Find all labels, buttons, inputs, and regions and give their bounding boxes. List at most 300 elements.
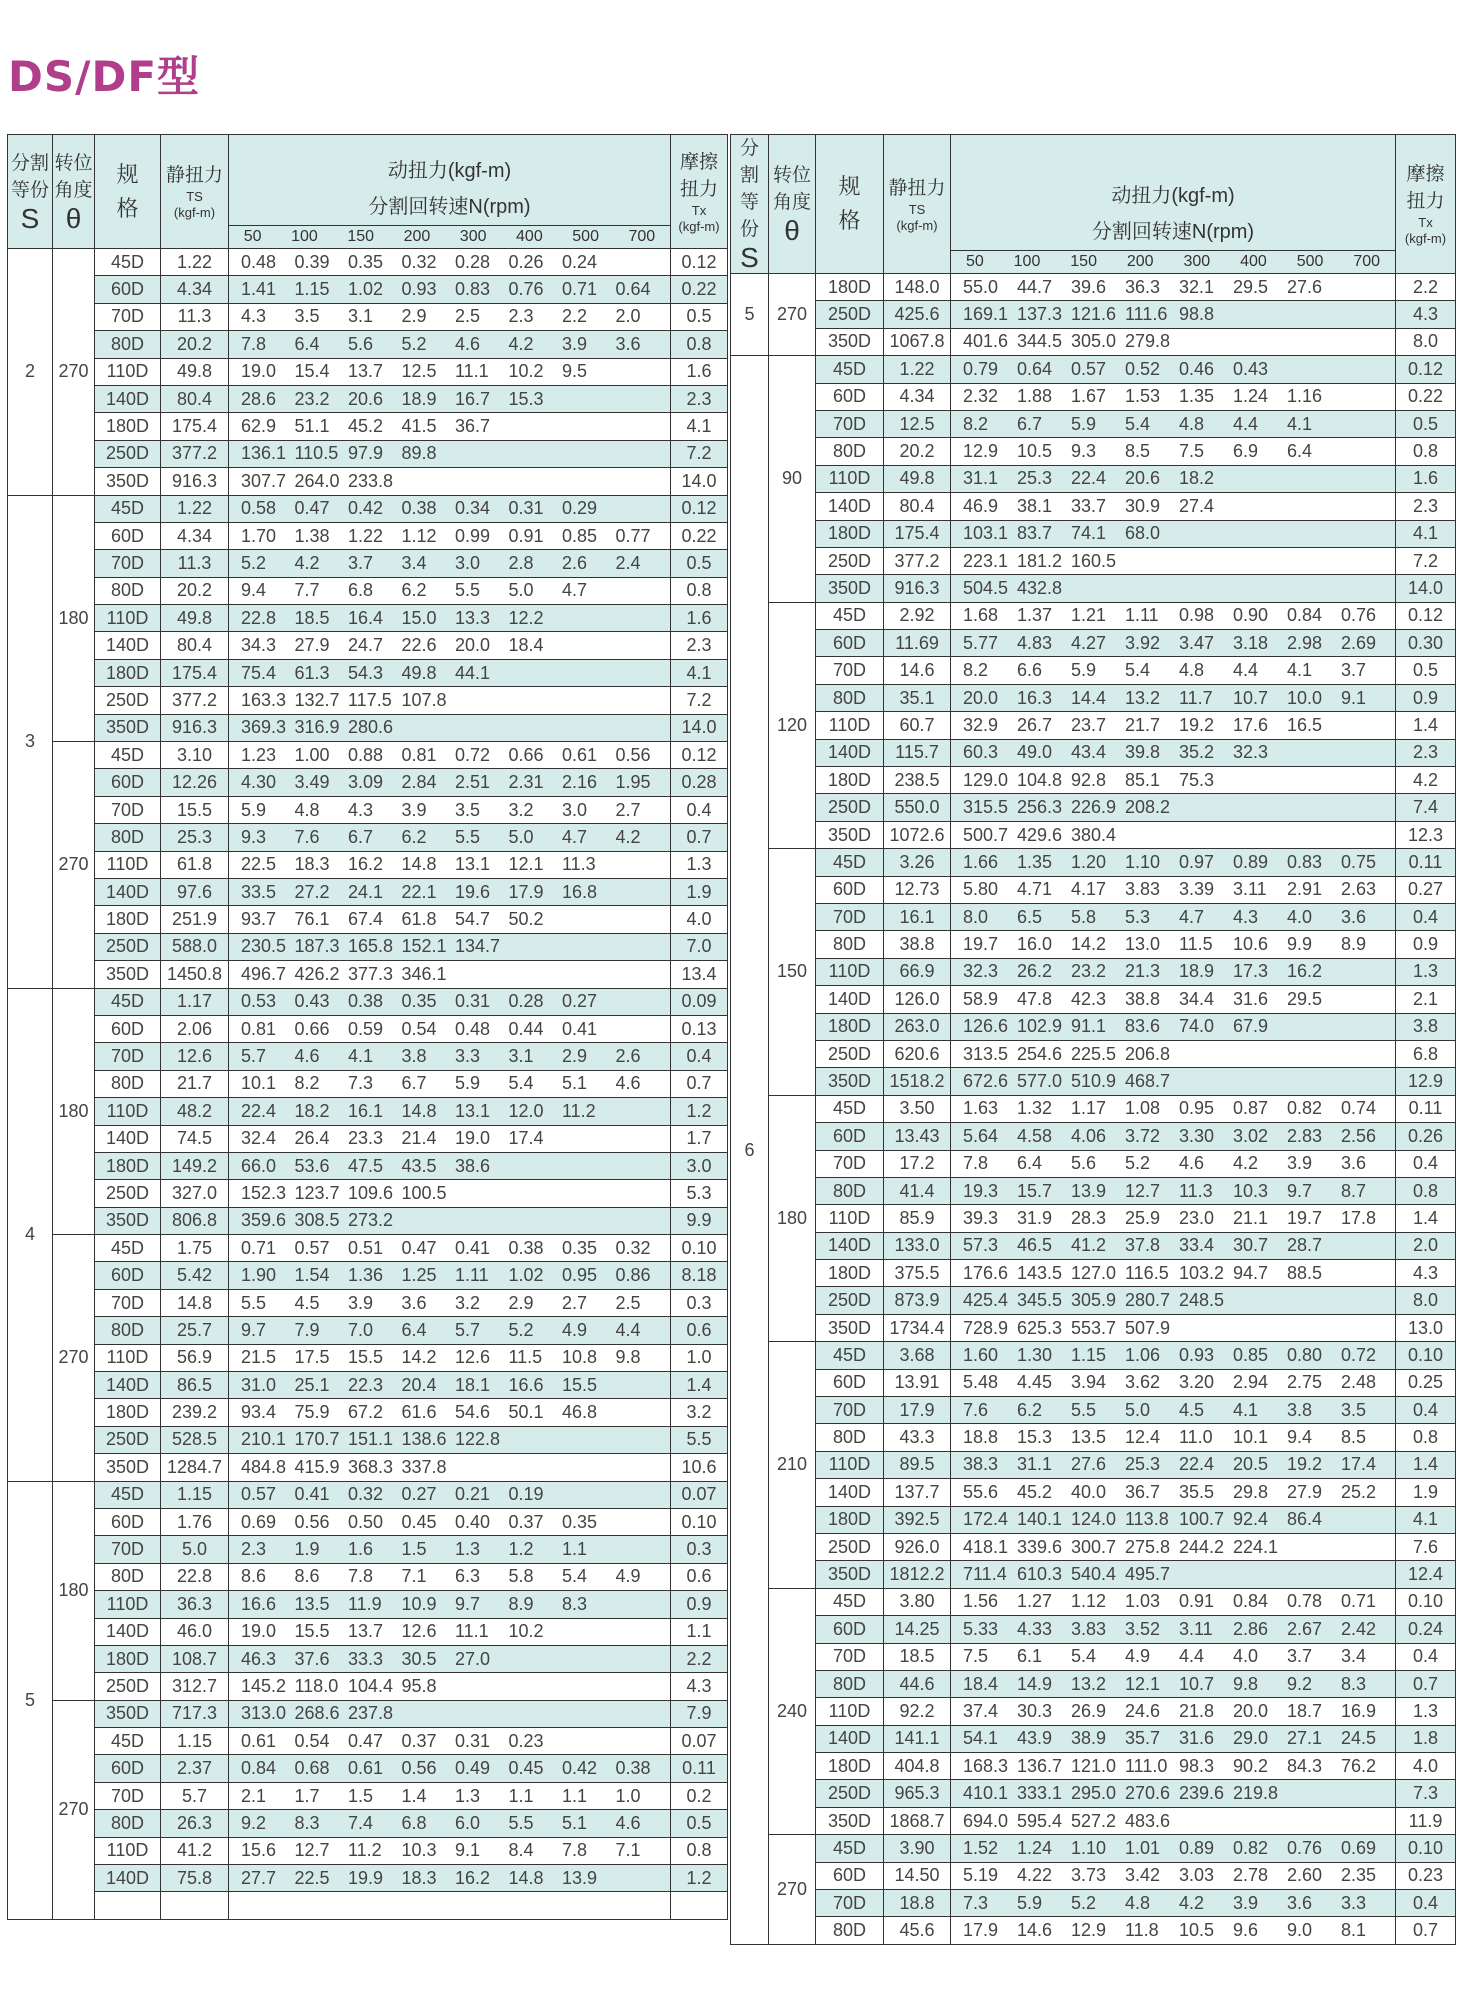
header-speed-150: 150 bbox=[1070, 253, 1097, 270]
static-torque-cell: 20.2 bbox=[161, 577, 229, 604]
dynamic-torque-value: 11.3 bbox=[562, 854, 596, 875]
dynamic-torque-value: 1.36 bbox=[348, 1265, 384, 1286]
model-cell: 45D bbox=[816, 849, 884, 876]
header-tx-symbol: Tx bbox=[1418, 215, 1433, 230]
dynamic-torque-value: 111.6 bbox=[1125, 304, 1168, 325]
static-torque-cell: 1.22 bbox=[161, 495, 229, 522]
model-cell: 140D bbox=[816, 986, 884, 1013]
dynamic-torque-value: 23.2 bbox=[294, 388, 330, 409]
dynamic-torque-value: 1.24 bbox=[1017, 1837, 1053, 1858]
model-cell: 180D bbox=[816, 1260, 884, 1287]
dynamic-torque-value: 3.9 bbox=[348, 1292, 374, 1313]
dynamic-torque-value: 4.30 bbox=[241, 772, 277, 793]
model-cell: 180D bbox=[95, 1645, 161, 1672]
dynamic-torque-value: 10.5 bbox=[1179, 1920, 1215, 1941]
dynamic-torque-value: 2.5 bbox=[455, 306, 481, 327]
dynamic-torque-value: 100.7 bbox=[1179, 1509, 1225, 1530]
table-row bbox=[731, 1095, 1456, 1122]
dynamic-torque-value: 68.0 bbox=[1125, 523, 1161, 544]
static-torque-cell: 327.0 bbox=[161, 1180, 229, 1207]
dynamic-torque-value: 0.72 bbox=[455, 744, 491, 765]
dynamic-torque-value: 4.2 bbox=[508, 333, 534, 354]
dynamic-torque-value: 5.6 bbox=[1071, 1153, 1097, 1174]
dynamic-torque-value: 4.6 bbox=[1179, 1153, 1205, 1174]
friction-torque-cell: 0.10 bbox=[1396, 1342, 1456, 1369]
dynamic-torque-value: 4.22 bbox=[1017, 1865, 1053, 1886]
dynamic-torque-value: 230.5 bbox=[241, 936, 287, 957]
dynamic-torque-cells bbox=[951, 1917, 1396, 1944]
friction-torque-cell: 7.0 bbox=[671, 933, 728, 960]
table-row bbox=[731, 356, 1456, 383]
dynamic-torque-value: 1.27 bbox=[1017, 1591, 1053, 1612]
dynamic-torque-value: 2.2 bbox=[562, 306, 588, 327]
dynamic-torque-value: 5.1 bbox=[562, 1812, 588, 1833]
static-torque-cell: 14.6 bbox=[884, 657, 951, 684]
model-cell: 180D bbox=[95, 413, 161, 440]
dynamic-torque-value: 0.89 bbox=[1233, 851, 1269, 872]
dynamic-torque-value: 224.1 bbox=[1233, 1536, 1279, 1557]
table-row bbox=[731, 1451, 1456, 1478]
friction-torque-cell: 0.5 bbox=[1396, 410, 1456, 437]
dynamic-torque-value: 9.3 bbox=[241, 826, 267, 847]
dynamic-torque-value: 248.5 bbox=[1179, 1290, 1225, 1311]
dynamic-torque-value: 38.6 bbox=[455, 1155, 491, 1176]
table-row bbox=[8, 961, 728, 988]
index-angle-cell: 270 bbox=[769, 1835, 816, 1945]
table-row bbox=[731, 410, 1456, 437]
static-torque-cell: 14.25 bbox=[884, 1616, 951, 1643]
dynamic-torque-value: 0.45 bbox=[508, 1758, 544, 1779]
static-torque-cell: 56.9 bbox=[161, 1344, 229, 1371]
dynamic-torque-value: 268.6 bbox=[294, 1703, 340, 1724]
dynamic-torque-value: 0.35 bbox=[562, 1511, 598, 1532]
dynamic-torque-cells bbox=[229, 276, 671, 303]
model-cell: 250D bbox=[95, 933, 161, 960]
dynamic-torque-value: 19.6 bbox=[455, 881, 491, 902]
table-row bbox=[8, 1865, 728, 1892]
dynamic-torque-value: 0.38 bbox=[401, 498, 437, 519]
model-cell: 45D bbox=[816, 1588, 884, 1615]
dynamic-torque-cells bbox=[229, 769, 671, 796]
header-spec-line2: 格 bbox=[838, 208, 861, 233]
dynamic-torque-value: 0.83 bbox=[455, 279, 491, 300]
dynamic-torque-value: 20.0 bbox=[1233, 1701, 1269, 1721]
dynamic-torque-value: 0.29 bbox=[562, 498, 598, 519]
dynamic-torque-cells bbox=[951, 849, 1396, 876]
dynamic-torque-cells bbox=[229, 1755, 671, 1782]
table-row bbox=[731, 1643, 1456, 1670]
dynamic-torque-value: 26.9 bbox=[1071, 1701, 1107, 1721]
dynamic-torque-value: 0.52 bbox=[1125, 358, 1161, 379]
dynamic-torque-value: 625.3 bbox=[1017, 1317, 1063, 1338]
header-theta-line2: 角度 bbox=[54, 179, 93, 201]
dynamic-torque-value: 38.8 bbox=[1125, 988, 1161, 1009]
dynamic-torque-value: 280.6 bbox=[348, 717, 394, 738]
friction-torque-cell: 4.1 bbox=[1396, 520, 1456, 547]
dynamic-torque-value: 136.1 bbox=[241, 443, 287, 464]
dynamic-torque-value: 31.6 bbox=[1233, 988, 1269, 1009]
model-cell: 180D bbox=[816, 1753, 884, 1780]
dynamic-torque-cells bbox=[951, 1150, 1396, 1177]
static-torque-cell: 12.73 bbox=[884, 876, 951, 903]
friction-torque-cell: 12.4 bbox=[1396, 1561, 1456, 1588]
dynamic-torque-value: 5.5 bbox=[1071, 1399, 1097, 1420]
dynamic-torque-value: 0.59 bbox=[348, 1018, 384, 1039]
dynamic-torque-value: 74.1 bbox=[1071, 523, 1107, 544]
dynamic-torque-value: 6.0 bbox=[455, 1812, 481, 1833]
header-tx-symbol: Tx bbox=[691, 202, 707, 218]
table-row bbox=[731, 767, 1456, 794]
dynamic-torque-value: 4.27 bbox=[1071, 632, 1107, 653]
table-row bbox=[8, 276, 728, 303]
dynamic-torque-value: 2.60 bbox=[1287, 1865, 1323, 1886]
dynamic-torque-value: 344.5 bbox=[1017, 331, 1063, 352]
dynamic-torque-value: 4.9 bbox=[1125, 1646, 1151, 1667]
dynamic-torque-value: 226.9 bbox=[1071, 797, 1117, 818]
header-tx bbox=[1396, 135, 1456, 274]
model-cell: 140D bbox=[816, 1479, 884, 1506]
friction-torque-cell: 0.3 bbox=[671, 1289, 728, 1316]
dynamic-torque-value: 1.67 bbox=[1071, 386, 1107, 407]
dynamic-torque-value: 6.2 bbox=[401, 826, 427, 847]
dynamic-torque-value: 104.4 bbox=[348, 1676, 394, 1696]
table-row bbox=[8, 413, 728, 440]
table-row bbox=[8, 577, 728, 604]
dynamic-torque-value: 168.3 bbox=[963, 1755, 1009, 1776]
dynamic-torque-value: 6.4 bbox=[1287, 441, 1313, 462]
dynamic-torque-value: 98.8 bbox=[1179, 304, 1215, 325]
dynamic-torque-value: 1.0 bbox=[615, 1785, 641, 1806]
friction-torque-cell bbox=[671, 1892, 728, 1919]
dynamic-torque-cells bbox=[229, 1015, 671, 1042]
index-angle-cell: 270 bbox=[53, 742, 95, 989]
dynamic-torque-value: 0.27 bbox=[562, 991, 598, 1012]
dynamic-torque-value: 0.42 bbox=[562, 1758, 598, 1779]
dynamic-torque-cells bbox=[951, 630, 1396, 657]
header-speed-100: 100 bbox=[1013, 253, 1041, 270]
dynamic-torque-value: 0.66 bbox=[294, 1018, 330, 1039]
dynamic-torque-cells bbox=[229, 495, 671, 522]
dynamic-torque-value: 339.6 bbox=[1017, 1536, 1063, 1557]
dynamic-torque-value: 6.1 bbox=[1017, 1646, 1043, 1667]
table-row bbox=[731, 1040, 1456, 1067]
dynamic-torque-value: 0.32 bbox=[401, 251, 437, 272]
friction-torque-cell: 0.8 bbox=[671, 1837, 728, 1864]
dynamic-torque-value: 42.3 bbox=[1071, 988, 1107, 1009]
dynamic-torque-value: 6.4 bbox=[294, 333, 320, 354]
dynamic-torque-value: 500.7 bbox=[963, 824, 1009, 845]
dynamic-torque-value: 44.1 bbox=[455, 662, 491, 683]
dynamic-torque-value: 34.3 bbox=[241, 635, 277, 656]
model-cell: 60D bbox=[816, 1369, 884, 1396]
dynamic-torque-value: 18.8 bbox=[963, 1427, 999, 1448]
dynamic-torque-value: 0.61 bbox=[562, 744, 598, 765]
index-angle-cell: 270 bbox=[53, 1700, 95, 1919]
dynamic-torque-value: 4.1 bbox=[1287, 660, 1313, 681]
friction-torque-cell: 0.07 bbox=[671, 1481, 728, 1508]
dynamic-torque-value: 66.0 bbox=[241, 1155, 277, 1176]
dynamic-torque-value: 15.5 bbox=[562, 1374, 598, 1395]
dynamic-torque-cells bbox=[951, 1260, 1396, 1287]
dynamic-torque-value: 2.98 bbox=[1287, 632, 1323, 653]
dynamic-torque-value: 279.8 bbox=[1125, 331, 1171, 352]
dynamic-torque-value: 610.3 bbox=[1017, 1564, 1063, 1585]
dynamic-torque-value: 24.1 bbox=[348, 881, 384, 902]
dynamic-torque-value: 0.26 bbox=[508, 251, 544, 272]
model-cell: 350D bbox=[95, 1207, 161, 1234]
dynamic-torque-value: 426.2 bbox=[294, 963, 340, 984]
friction-torque-cell: 0.7 bbox=[671, 824, 728, 851]
dynamic-torque-value: 13.7 bbox=[348, 361, 384, 382]
model-cell: 250D bbox=[816, 301, 884, 328]
dynamic-torque-cells bbox=[951, 1232, 1396, 1259]
dynamic-torque-value: 34.4 bbox=[1179, 988, 1215, 1009]
friction-torque-cell: 9.9 bbox=[671, 1207, 728, 1234]
dynamic-torque-value: 0.56 bbox=[615, 744, 651, 765]
model-cell: 250D bbox=[95, 687, 161, 714]
model-cell: 250D bbox=[816, 1287, 884, 1314]
friction-torque-cell: 0.4 bbox=[1396, 1397, 1456, 1424]
dynamic-torque-value: 5.9 bbox=[1017, 1892, 1043, 1913]
header-s-line2: 等份 bbox=[739, 192, 759, 240]
friction-torque-cell: 3.8 bbox=[1396, 1013, 1456, 1040]
friction-torque-cell: 0.4 bbox=[1396, 1643, 1456, 1670]
dynamic-torque-value: 27.6 bbox=[1287, 276, 1323, 297]
header-dynamic-torque bbox=[951, 135, 1396, 274]
dynamic-torque-value: 313.5 bbox=[963, 1043, 1009, 1064]
dynamic-torque-value: 14.6 bbox=[1017, 1920, 1053, 1941]
dynamic-torque-value: 0.49 bbox=[455, 1758, 491, 1779]
dynamic-torque-value: 138.6 bbox=[401, 1429, 447, 1450]
dynamic-torque-value: 0.68 bbox=[294, 1758, 330, 1779]
dynamic-torque-value: 210.1 bbox=[241, 1429, 287, 1450]
dynamic-torque-value: 2.78 bbox=[1233, 1865, 1269, 1886]
dynamic-torque-value: 0.82 bbox=[1287, 1098, 1323, 1119]
dynamic-torque-value: 9.0 bbox=[1287, 1920, 1313, 1941]
static-torque-cell: 18.5 bbox=[884, 1643, 951, 1670]
table-row bbox=[8, 1125, 728, 1152]
dynamic-torque-cells bbox=[229, 961, 671, 988]
dynamic-torque-value: 4.9 bbox=[562, 1319, 588, 1340]
dynamic-torque-value: 2.9 bbox=[401, 306, 427, 327]
dynamic-torque-value: 0.51 bbox=[348, 1237, 384, 1258]
dynamic-torque-value: 38.9 bbox=[1071, 1728, 1107, 1749]
friction-torque-cell: 7.2 bbox=[1396, 547, 1456, 574]
dynamic-torque-value: 244.2 bbox=[1179, 1536, 1225, 1557]
header-spec-line1: 规 bbox=[116, 161, 139, 187]
dynamic-torque-cells bbox=[229, 331, 671, 358]
dynamic-torque-value: 4.58 bbox=[1017, 1125, 1053, 1146]
static-torque-cell: 97.6 bbox=[161, 878, 229, 905]
dynamic-torque-value: 31.9 bbox=[1017, 1207, 1053, 1228]
dynamic-torque-value: 275.8 bbox=[1125, 1536, 1171, 1557]
friction-torque-cell: 3.0 bbox=[671, 1152, 728, 1179]
static-torque-cell: 916.3 bbox=[161, 468, 229, 495]
dynamic-torque-value: 1.6 bbox=[348, 1539, 374, 1560]
dynamic-torque-value: 4.6 bbox=[615, 1812, 641, 1833]
model-cell: 45D bbox=[95, 1481, 161, 1508]
dynamic-torque-value: 176.6 bbox=[963, 1262, 1009, 1283]
dynamic-torque-value: 2.83 bbox=[1287, 1125, 1323, 1146]
static-torque-cell: 1.22 bbox=[161, 249, 229, 276]
dynamic-torque-value: 0.38 bbox=[348, 991, 384, 1012]
dynamic-torque-value: 3.0 bbox=[562, 799, 588, 820]
dynamic-torque-value: 76.2 bbox=[1341, 1755, 1377, 1776]
dynamic-torque-cells bbox=[951, 465, 1396, 492]
dynamic-torque-value: 24.7 bbox=[348, 635, 384, 656]
dynamic-torque-value: 94.7 bbox=[1233, 1262, 1269, 1283]
table-row bbox=[731, 493, 1456, 520]
table-row bbox=[8, 1399, 728, 1426]
dynamic-torque-value: 9.6 bbox=[1233, 1920, 1259, 1941]
static-torque-cell: 46.0 bbox=[161, 1618, 229, 1645]
friction-torque-cell: 0.7 bbox=[1396, 1917, 1456, 1944]
dynamic-torque-value: 6.5 bbox=[1017, 906, 1043, 927]
dynamic-torque-value: 49.0 bbox=[1017, 742, 1053, 763]
table-row bbox=[731, 1479, 1456, 1506]
dynamic-torque-value: 39.8 bbox=[1125, 742, 1161, 763]
dynamic-torque-value: 307.7 bbox=[241, 470, 287, 491]
static-torque-cell: 11.69 bbox=[884, 630, 951, 657]
static-torque-cell: 377.2 bbox=[884, 547, 951, 574]
dynamic-torque-value: 0.99 bbox=[455, 525, 491, 546]
table-row bbox=[731, 1698, 1456, 1725]
model-cell: 140D bbox=[816, 493, 884, 520]
static-torque-cell: 1518.2 bbox=[884, 1068, 951, 1095]
friction-torque-cell: 13.0 bbox=[1396, 1314, 1456, 1341]
dynamic-torque-value: 21.8 bbox=[1179, 1701, 1215, 1721]
dynamic-torque-value: 8.6 bbox=[294, 1566, 320, 1587]
static-torque-cell: 1868.7 bbox=[884, 1807, 951, 1834]
table-row bbox=[731, 1533, 1456, 1560]
static-torque-cell: 3.68 bbox=[884, 1342, 951, 1369]
dynamic-torque-value: 8.4 bbox=[508, 1840, 534, 1861]
dynamic-torque-value: 0.34 bbox=[455, 498, 491, 519]
friction-torque-cell: 1.9 bbox=[671, 878, 728, 905]
static-torque-cell: 12.26 bbox=[161, 769, 229, 796]
model-cell: 250D bbox=[816, 1780, 884, 1807]
dynamic-torque-value: 2.84 bbox=[401, 772, 437, 793]
dynamic-torque-value: 254.6 bbox=[1017, 1043, 1063, 1064]
dynamic-torque-cells bbox=[951, 547, 1396, 574]
static-torque-cell: 3.90 bbox=[884, 1835, 951, 1862]
friction-torque-cell: 1.6 bbox=[671, 605, 728, 632]
friction-torque-cell: 1.2 bbox=[671, 1098, 728, 1125]
static-torque-cell: 1.75 bbox=[161, 1235, 229, 1262]
dynamic-torque-value: 4.1 bbox=[1287, 413, 1313, 434]
dynamic-torque-cells bbox=[229, 413, 671, 440]
dynamic-torque-value: 15.6 bbox=[241, 1840, 277, 1861]
model-cell: 140D bbox=[95, 1618, 161, 1645]
header-s-line2: 等份 bbox=[10, 179, 49, 201]
dynamic-torque-value: 3.1 bbox=[348, 306, 374, 327]
static-torque-cell: 11.3 bbox=[161, 550, 229, 577]
dynamic-torque-value: 4.8 bbox=[1179, 660, 1205, 681]
dynamic-torque-cells bbox=[951, 1807, 1396, 1834]
header-ts-symbol: TS bbox=[186, 189, 203, 204]
friction-torque-cell: 0.9 bbox=[671, 1591, 728, 1618]
header-s-symbol: S bbox=[20, 202, 40, 234]
dynamic-torque-value: 16.2 bbox=[348, 854, 384, 875]
header-speed-300: 300 bbox=[1183, 253, 1211, 270]
dynamic-torque-value: 61.3 bbox=[294, 662, 330, 683]
index-angle-cell: 270 bbox=[53, 249, 95, 496]
friction-torque-cell: 8.18 bbox=[671, 1262, 728, 1289]
dynamic-torque-value: 118.0 bbox=[294, 1676, 339, 1696]
table-row bbox=[8, 1098, 728, 1125]
dynamic-torque-value: 1.1 bbox=[508, 1785, 534, 1806]
friction-torque-cell: 6.8 bbox=[1396, 1040, 1456, 1067]
dynamic-torque-value: 0.84 bbox=[1233, 1591, 1269, 1612]
friction-torque-cell: 0.5 bbox=[1396, 657, 1456, 684]
dynamic-torque-value: 20.6 bbox=[348, 388, 384, 409]
dynamic-torque-value: 16.7 bbox=[455, 388, 491, 409]
dynamic-torque-value: 3.73 bbox=[1071, 1865, 1107, 1886]
dynamic-torque-value: 10.3 bbox=[401, 1840, 437, 1861]
dynamic-torque-value: 3.72 bbox=[1125, 1125, 1161, 1146]
friction-torque-cell: 0.10 bbox=[671, 1508, 728, 1535]
dynamic-torque-value: 20.4 bbox=[401, 1374, 437, 1395]
model-cell: 45D bbox=[816, 1835, 884, 1862]
header-speed-400: 400 bbox=[1240, 253, 1267, 270]
table-row bbox=[8, 303, 728, 330]
dynamic-torque-value: 15.3 bbox=[508, 388, 544, 409]
dynamic-torque-cells bbox=[229, 1125, 671, 1152]
dynamic-torque-value: 1.53 bbox=[1125, 386, 1161, 407]
dynamic-torque-value: 3.20 bbox=[1179, 1372, 1215, 1393]
friction-torque-cell: 0.12 bbox=[671, 742, 728, 769]
dynamic-torque-value: 0.54 bbox=[401, 1018, 437, 1039]
friction-torque-cell: 1.4 bbox=[671, 1372, 728, 1399]
friction-torque-cell: 0.12 bbox=[671, 495, 728, 522]
dynamic-torque-value: 4.71 bbox=[1017, 879, 1053, 900]
friction-torque-cell: 0.8 bbox=[671, 577, 728, 604]
dynamic-torque-value: 0.45 bbox=[401, 1511, 437, 1532]
dynamic-torque-value: 19.2 bbox=[1287, 1454, 1323, 1475]
dynamic-torque-value: 0.95 bbox=[562, 1265, 598, 1286]
dynamic-torque-value: 577.0 bbox=[1017, 1071, 1063, 1092]
dynamic-torque-value: 0.50 bbox=[348, 1511, 384, 1532]
dynamic-torque-value: 1.02 bbox=[508, 1265, 544, 1286]
dynamic-torque-cells bbox=[229, 742, 671, 769]
dynamic-torque-cells bbox=[951, 903, 1396, 930]
model-cell: 350D bbox=[95, 468, 161, 495]
friction-torque-cell: 7.6 bbox=[1396, 1533, 1456, 1560]
dynamic-torque-value: 1.35 bbox=[1017, 851, 1053, 872]
dynamic-torque-value: 18.9 bbox=[401, 388, 437, 409]
dynamic-torque-cells bbox=[951, 931, 1396, 958]
model-cell: 140D bbox=[95, 1865, 161, 1892]
header-ts bbox=[161, 135, 229, 249]
table-row bbox=[8, 742, 728, 769]
dynamic-torque-value: 2.1 bbox=[241, 1785, 267, 1806]
dynamic-torque-value: 3.9 bbox=[401, 799, 427, 820]
dynamic-torque-value: 9.4 bbox=[1287, 1427, 1313, 1448]
dynamic-torque-value: 0.93 bbox=[1179, 1344, 1215, 1365]
dynamic-torque-cells bbox=[229, 1070, 671, 1097]
header-theta-symbol: θ bbox=[65, 202, 82, 234]
friction-torque-cell: 1.8 bbox=[1396, 1725, 1456, 1752]
friction-torque-cell: 1.3 bbox=[1396, 1698, 1456, 1725]
static-torque-cell: 806.8 bbox=[161, 1207, 229, 1234]
dynamic-torque-value: 84.3 bbox=[1287, 1755, 1323, 1776]
dynamic-torque-value: 337.8 bbox=[401, 1456, 447, 1477]
friction-torque-cell: 3.2 bbox=[671, 1399, 728, 1426]
model-cell: 140D bbox=[816, 1725, 884, 1752]
table-row bbox=[731, 931, 1456, 958]
dynamic-torque-value: 4.0 bbox=[1287, 906, 1313, 927]
dynamic-torque-cells bbox=[229, 1673, 671, 1700]
